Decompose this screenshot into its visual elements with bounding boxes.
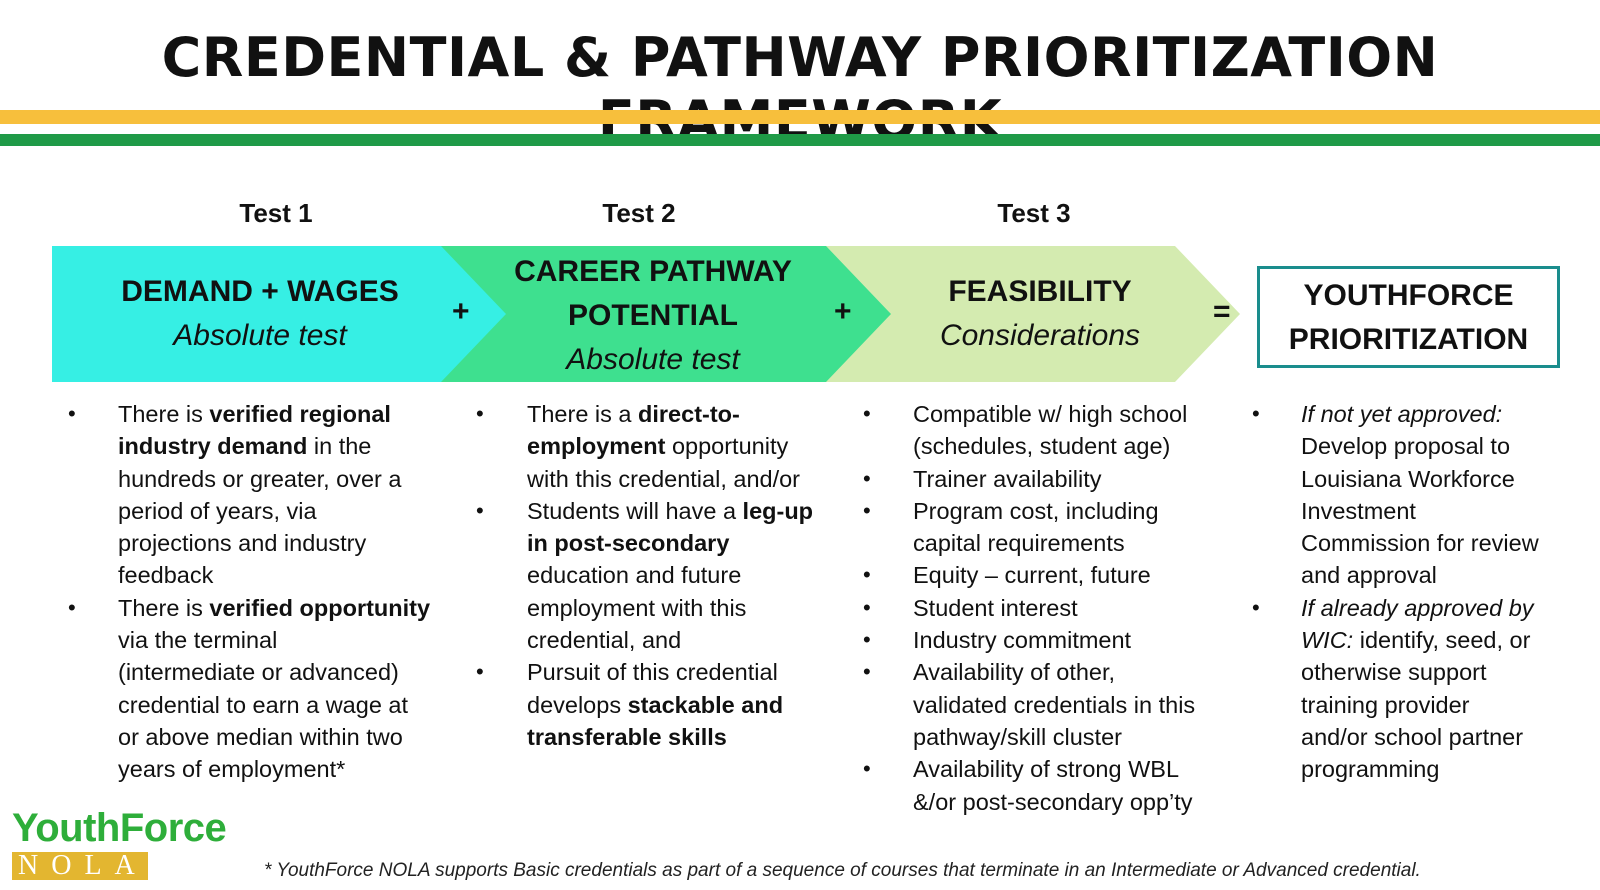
feasibility-bullets	[863, 398, 1233, 818]
bullet-icon: •	[1252, 401, 1260, 426]
bullet-text: period of years, via	[118, 497, 317, 524]
bullet-text: leg-up	[742, 497, 814, 524]
bullet-text: stackable and	[627, 691, 784, 718]
bullet-line	[1301, 721, 1592, 753]
bullet-text: Trainer availability	[913, 465, 1102, 492]
feasibility-heading: FEASIBILITY	[948, 275, 1132, 308]
bullet-text: with this credential, and/or	[527, 465, 801, 492]
bullet-text: WIC:	[1301, 627, 1354, 654]
bullet-line	[118, 398, 448, 430]
bullet-line	[527, 463, 846, 495]
bullet-line	[527, 592, 846, 624]
bullet-line	[527, 559, 846, 591]
bullet-line	[118, 527, 448, 559]
bullet-text: projections and industry	[118, 530, 367, 557]
bullet-line	[527, 624, 846, 656]
list-item	[476, 656, 846, 753]
list-item	[1252, 398, 1592, 592]
result-bullets	[1252, 398, 1592, 786]
bullet-line	[913, 592, 1233, 624]
bullet-text: otherwise support	[1301, 659, 1487, 686]
bullet-text: If not yet approved:	[1301, 401, 1503, 427]
bullet-text: transferable skills	[527, 723, 727, 750]
bullet-line	[118, 753, 448, 785]
list-item	[1252, 592, 1592, 786]
bullet-text: and approval	[1301, 562, 1437, 589]
bullet-text: employment	[527, 433, 666, 460]
bullet-text: Student interest	[913, 594, 1078, 621]
bullet-icon: •	[476, 659, 484, 685]
bullet-line	[913, 527, 1233, 559]
footnote: * YouthForce NOLA supports Basic credentials as part of a sequence of courses that terminate in an Intermediate or Advanced credential.	[264, 860, 1421, 881]
logo-wordmark: YouthForce	[12, 806, 227, 850]
test-1-label: Test 1	[239, 198, 313, 228]
bullet-line	[913, 689, 1233, 721]
bullet-icon: •	[863, 465, 871, 491]
bullet-line	[1301, 656, 1592, 688]
test-3-label: Test 3	[997, 198, 1071, 228]
bullet-text: Compatible w/ high school	[913, 401, 1188, 427]
feasibility-box-text	[880, 270, 1200, 358]
bullet-line	[913, 656, 1233, 688]
list-item	[476, 398, 846, 495]
bullet-line	[1301, 463, 1592, 495]
bullet-text: training provider	[1301, 691, 1470, 718]
demand-criteria-list	[68, 398, 448, 786]
bullet-line	[913, 786, 1233, 818]
list-item	[863, 656, 1233, 753]
bullet-text: If already approved by	[1301, 594, 1534, 621]
bullet-line	[527, 689, 846, 721]
bullet-line	[913, 624, 1233, 656]
feasibility-sub: Considerations	[939, 319, 1141, 352]
demand-heading: DEMAND + WAGES	[121, 275, 399, 308]
bullet-text: verified regional	[209, 401, 391, 427]
bullet-line	[527, 527, 846, 559]
bullet-text: education and future	[527, 562, 742, 589]
bullet-line	[118, 463, 448, 495]
bullet-text: pathway/skill cluster	[913, 723, 1122, 750]
bullet-icon: •	[863, 497, 871, 523]
bullet-line	[118, 721, 448, 753]
bullet-line	[913, 430, 1233, 462]
bullet-line	[913, 495, 1233, 527]
bullet-line	[118, 689, 448, 721]
bullet-text: in the	[307, 433, 372, 460]
bullet-icon: •	[863, 659, 871, 685]
demand-sub: Absolute test	[173, 319, 347, 352]
bullet-line	[1301, 624, 1592, 656]
bullet-text: &/or post-secondary opp’ty	[913, 788, 1193, 815]
bullet-icon: •	[863, 401, 871, 426]
career-bullets	[476, 398, 846, 753]
bullet-line	[118, 592, 448, 624]
career-criteria-list	[476, 398, 846, 753]
bullet-text: credential to earn a wage at	[118, 691, 409, 718]
demand-bullets	[68, 398, 448, 786]
bullet-text: verified opportunity	[209, 594, 431, 621]
bullet-line	[527, 656, 846, 688]
list-item	[863, 463, 1233, 495]
bullet-text: (intermediate or advanced)	[118, 659, 399, 686]
bullet-text: Louisiana Workforce	[1301, 465, 1515, 492]
bullet-line	[913, 559, 1233, 591]
bullet-line	[118, 495, 448, 527]
plus-operator-2: +	[834, 295, 852, 328]
career-box-text	[493, 250, 813, 382]
bullet-icon: •	[863, 562, 871, 588]
bullet-text: Equity – current, future	[913, 562, 1151, 589]
bullet-text: and/or school partner	[1301, 723, 1524, 750]
list-item	[863, 559, 1233, 591]
bullet-icon: •	[68, 401, 76, 426]
bullet-text: credential, and	[527, 627, 682, 654]
bullet-text: Commission for review	[1301, 530, 1539, 557]
logo-nola-badge: NOLA	[12, 852, 148, 880]
list-item	[863, 592, 1233, 624]
result-line-1: YOUTHFORCE	[1303, 279, 1514, 312]
bullet-icon: •	[863, 627, 871, 653]
bullet-line	[527, 721, 846, 753]
bullet-text: capital requirements	[913, 530, 1125, 557]
bullet-text: Availability of other,	[913, 659, 1116, 686]
bullet-text: Program cost, including	[913, 497, 1159, 524]
bullet-icon: •	[863, 756, 871, 782]
bullet-text: opportunity	[665, 433, 789, 460]
plus-operator-1: +	[452, 295, 470, 328]
bullet-text: Pursuit of this credential	[527, 659, 778, 686]
bullet-line	[118, 656, 448, 688]
bullet-text: employment with this	[527, 594, 747, 621]
result-box	[1257, 266, 1560, 368]
bullet-icon: •	[1252, 594, 1260, 620]
career-heading-1: CAREER PATHWAY	[514, 255, 792, 288]
bullet-line	[118, 624, 448, 656]
result-criteria-list	[1252, 398, 1592, 786]
bullet-text: There is	[118, 401, 210, 427]
demand-box-text	[100, 270, 420, 358]
bullet-text: There is	[118, 594, 210, 621]
bullet-line	[1301, 689, 1592, 721]
bullet-text: identify, seed, or	[1353, 627, 1531, 654]
list-item	[863, 753, 1233, 818]
bullet-text: Students will have a	[527, 497, 743, 524]
bullet-line	[1301, 398, 1592, 430]
youthforce-logo	[12, 808, 252, 880]
bullet-line	[1301, 559, 1592, 591]
bullet-text: via the terminal	[118, 627, 278, 654]
bullet-text: Investment	[1301, 497, 1416, 524]
bullet-text: in post-secondary	[527, 530, 730, 557]
bullet-line	[527, 430, 846, 462]
bullet-text: Availability of strong WBL	[913, 756, 1180, 783]
bullet-text: feedback	[118, 562, 214, 589]
list-item	[68, 398, 448, 592]
result-line-2: PRIORITIZATION	[1288, 323, 1529, 356]
bullet-line	[527, 495, 846, 527]
bullet-line	[118, 430, 448, 462]
bullet-text: develops	[527, 691, 628, 718]
list-item	[863, 624, 1233, 656]
bullet-text: validated credentials in this	[913, 691, 1196, 718]
page-title: CREDENTIAL & PATHWAY PRIORITIZATION	[161, 26, 1439, 89]
list-item	[863, 495, 1233, 560]
bullet-line	[118, 559, 448, 591]
bullet-icon: •	[863, 594, 871, 620]
bullet-line	[1301, 527, 1592, 559]
bullet-line	[913, 721, 1233, 753]
bullet-text: or above median within two	[118, 723, 403, 750]
bullet-line	[1301, 753, 1592, 785]
career-heading-2: POTENTIAL	[568, 299, 738, 332]
bullet-text: Industry commitment	[913, 627, 1132, 654]
bullet-text: programming	[1301, 756, 1440, 783]
bullet-icon: •	[476, 401, 484, 426]
bullet-text: Develop proposal to	[1301, 433, 1511, 460]
bullet-text: There is a	[527, 401, 639, 427]
test-2-label: Test 2	[602, 198, 676, 228]
equals-operator: =	[1213, 295, 1231, 328]
bullet-line	[1301, 430, 1592, 462]
list-item	[863, 398, 1233, 463]
bullet-text: years of employment*	[118, 756, 346, 783]
bullet-icon: •	[476, 497, 484, 523]
bullet-line	[913, 398, 1233, 430]
bullet-icon: •	[68, 594, 76, 620]
bullet-line	[1301, 592, 1592, 624]
bullet-text: industry demand	[118, 433, 308, 460]
bullet-line	[913, 753, 1233, 785]
bullet-line	[913, 463, 1233, 495]
feasibility-criteria-list	[863, 398, 1233, 818]
bullet-line	[527, 398, 846, 430]
list-item	[68, 592, 448, 786]
list-item	[476, 495, 846, 656]
bullet-text: direct-to-	[638, 401, 740, 427]
bullet-line	[1301, 495, 1592, 527]
bullet-text: hundreds or greater, over a	[118, 465, 402, 492]
career-sub: Absolute test	[566, 343, 740, 376]
bullet-text: (schedules, student age)	[913, 433, 1171, 460]
